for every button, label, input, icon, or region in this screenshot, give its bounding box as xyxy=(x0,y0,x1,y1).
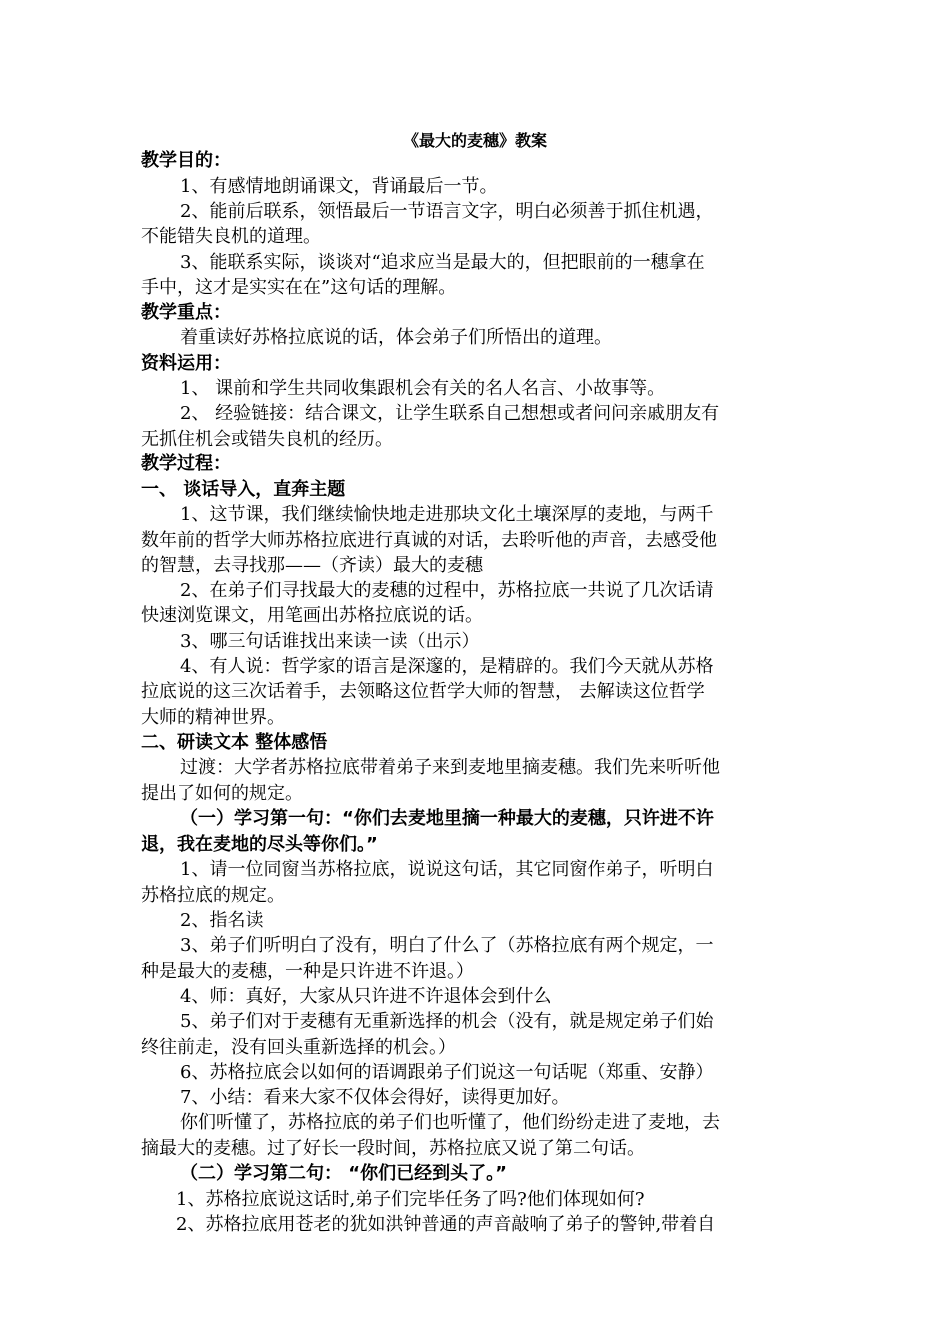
transition-1-line-2: 提出了如何的规定。 xyxy=(141,783,303,804)
subsection-1-heading-line-1: （一）学习第一句：“你们去麦地里摘一种最大的麦穗，只许进不许 xyxy=(180,808,714,829)
section-2-heading: 二、研读文本 整体感悟 xyxy=(141,732,328,753)
step-2: 2、指名读 xyxy=(180,910,264,931)
goal-3-line-2: 手中，这才是实实在在”这句话的理解。 xyxy=(141,277,457,298)
step-1-line-1: 1、请一位同窗当苏格拉底，说说这句话，其它同窗作弟子，听明白 xyxy=(180,859,714,880)
paragraph-3: 3、哪三句话谁找出来读一读（出示） xyxy=(180,631,480,652)
focus-1: 着重读好苏格拉底说的话，体会弟子们所悟出的道理。 xyxy=(180,327,612,348)
transition-1-line-1: 过渡：大学者苏格拉底带着弟子来到麦地里摘麦穗。我们先来听听他 xyxy=(180,757,720,778)
step-2-1: 1、苏格拉底说这话时,弟子们完毕任务了吗?他们体现如何? xyxy=(176,1189,645,1210)
paragraph-4-line-3: 大师的精神世界。 xyxy=(141,707,285,728)
step-2-2: 2、苏格拉底用苍老的犹如洪钟普通的声音敲响了弟子的警钟,带着自 xyxy=(176,1214,716,1235)
step-1-line-2: 苏格拉底的规定。 xyxy=(141,885,285,906)
resource-1: 1、 课前和学生共同收集跟机会有关的名人名言、小故事等。 xyxy=(180,378,666,399)
transition-2-line-2: 摘最大的麦穗。过了好长一段时间，苏格拉底又说了第二句话。 xyxy=(141,1138,645,1159)
resource-2-line-2: 无抓住机会或错失良机的经历。 xyxy=(141,429,393,450)
paragraph-1-line-3: 的智慧，去寻找那——（齐读）最大的麦穗 xyxy=(141,555,483,576)
goal-1: 1、有感情地朗诵课文，背诵最后一节。 xyxy=(180,176,498,197)
paragraph-1-line-1: 1、这节课，我们继续愉快地走进那块文化土壤深厚的麦地，与两千 xyxy=(180,504,714,525)
paragraph-2-line-1: 2、在弟子们寻找最大的麦穗的过程中，苏格拉底一共说了几次话请 xyxy=(180,580,714,601)
step-4: 4、师：真好，大家从只许进不许退体会到什么 xyxy=(180,986,552,1007)
heading-process: 教学过程： xyxy=(141,453,231,474)
paragraph-2-line-2: 快速浏览课文，用笔画出苏格拉底说的话。 xyxy=(141,605,483,626)
subsection-1-heading-line-2: 退，我在麦地的尽头等你们。” xyxy=(141,834,378,855)
subsection-2-heading: （二）学习第二句： “你们已经到头了。” xyxy=(180,1163,507,1184)
heading-goals: 教学目的： xyxy=(141,150,231,171)
paragraph-1-line-2: 数年前的哲学大师苏格拉底进行真诚的对话，去聆听他的声音，去感受他 xyxy=(141,530,717,551)
goal-2-line-2: 不能错失良机的道理。 xyxy=(141,226,321,247)
paragraph-4-line-1: 4、有人说：哲学家的语言是深邃的，是精辟的。我们今天就从苏格 xyxy=(180,656,714,677)
heading-resources: 资料运用： xyxy=(141,353,231,374)
step-6: 6、苏格拉底会以如何的语调跟弟子们说这一句话呢（郑重、安静） xyxy=(180,1062,714,1083)
document-title: 《最大的麦穗》教案 xyxy=(402,131,547,150)
step-3-line-2: 种是最大的麦穗，一种是只许进不许退。） xyxy=(141,961,474,982)
transition-2-line-1: 你们听懂了，苏格拉底的弟子们也听懂了，他们纷纷走进了麦地，去 xyxy=(180,1112,720,1133)
paragraph-4-line-2: 拉底说的这三次话着手，去领略这位哲学大师的智慧， 去解读这位哲学 xyxy=(141,681,705,702)
heading-focus: 教学重点： xyxy=(141,302,231,323)
step-7: 7、小结：看来大家不仅体会得好，读得更加好。 xyxy=(180,1087,570,1108)
goal-2-line-1: 2、能前后联系，领悟最后一节语言文字，明白必须善于抓住机遇， xyxy=(180,201,714,222)
resource-2-line-1: 2、 经验链接：结合课文，让学生联系自己想想或者问问亲戚朋友有 xyxy=(180,403,720,424)
step-5-line-2: 终往前走，没有回头重新选择的机会。） xyxy=(141,1037,456,1058)
step-5-line-1: 5、弟子们对于麦穗有无重新选择的机会（没有，就是规定弟子们始 xyxy=(180,1011,714,1032)
step-3-line-1: 3、弟子们听明白了没有，明白了什么了（苏格拉底有两个规定，一 xyxy=(180,935,714,956)
section-1-heading: 一、 谈话导入，直奔主题 xyxy=(141,479,346,500)
goal-3-line-1: 3、能联系实际，谈谈对“追求应当是最大的，但把眼前的一穗拿在 xyxy=(180,252,705,273)
